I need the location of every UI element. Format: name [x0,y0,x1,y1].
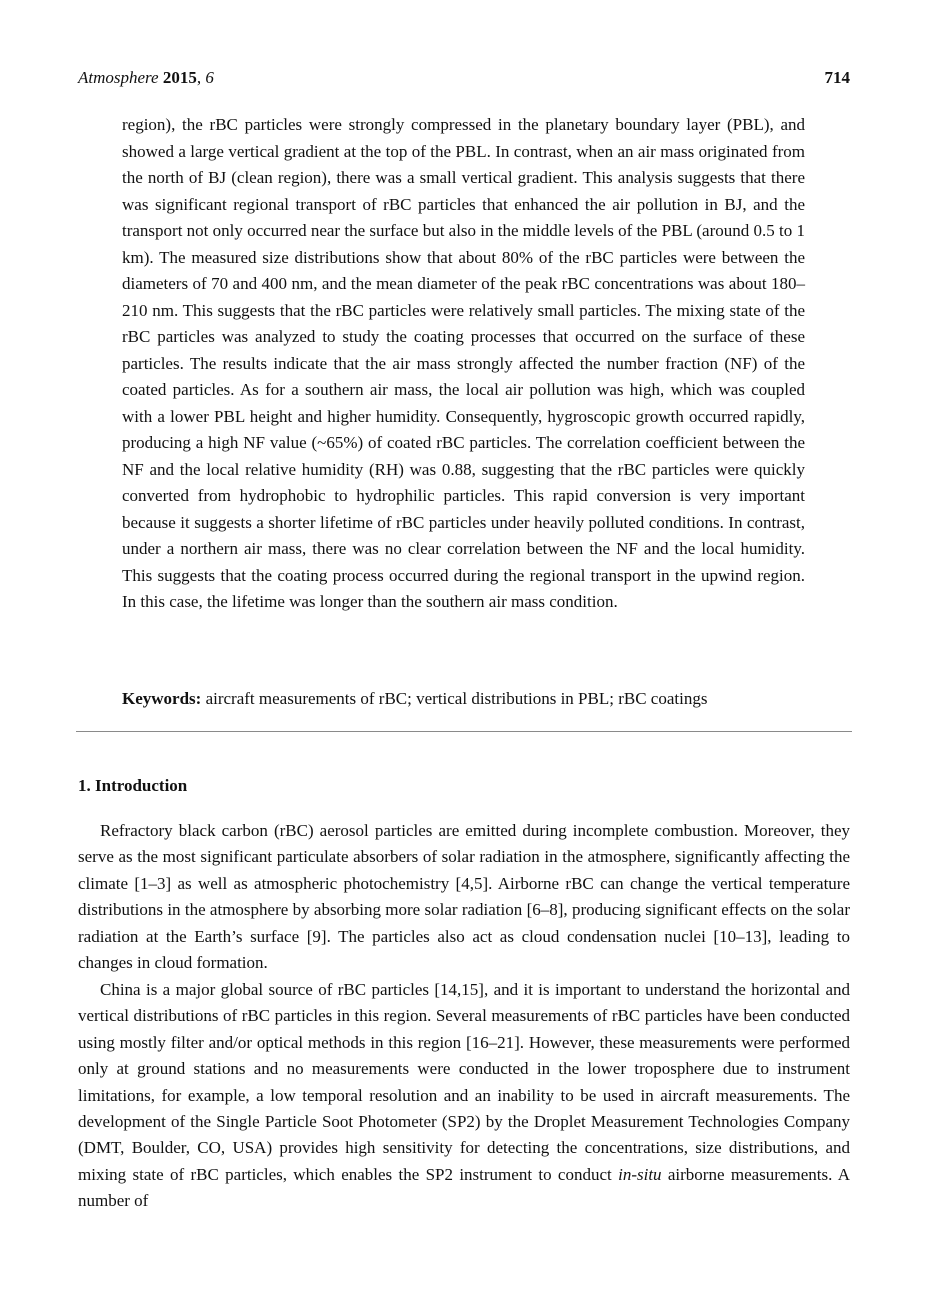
journal-name: Atmosphere [78,68,159,87]
keywords-text: aircraft measurements of rBC; vertical distributions in PBL; rBC coatings [201,689,708,708]
section-heading: 1. Introduction [78,776,188,795]
paragraph-text: China is a major global source of rBC particles [14,15], and it is important to understand the horizontal and vertical distributions of rBC particles in this region. Several measurements of rBC particles have been conducted using mostly filter and/or optical methods in this region [16–21]. However, these measurements were performed only at ground stations and no measurements were conducted in the lower troposphere due to instrument limitations, for example, a low temporal resolution and an inability to be used in aircraft measurements. The development of the Single Particle Soot Photometer (SP2) by the Droplet Measurement Technologies Company (DMT, Boulder, CO, USA) provides high sensitivity for detecting the concentrations, size distributions, and mixing state of rBC particles, which enables the SP2 instrument to conduct [78,980,850,1184]
body-paragraph: Refractory black carbon (rBC) aerosol particles are emitted during incomplete combustion. Moreover, they serve as the most significant particulate absorbers of solar radiation in the atmosphere, significantly affecting the climate [1–3] as well as atmospheric photochemistry [4,5]. Airborne rBC can change the vertical temperature distributions in the atmosphere by absorbing more solar radiation [6–8], producing significant effects on the solar radiation at the Earth’s surface [9]. The particles also act as cloud condensation nuclei [10–13], leading to changes in cloud formation. [78,821,850,973]
keywords-label: Keywords: [122,689,202,708]
running-header [78,66,850,90]
section-divider [76,731,852,732]
publication-year: 2015 [162,68,197,87]
keywords-line [122,686,822,712]
body-paragraph [78,977,850,1215]
paragraph-text: airborne measurements. A number of [78,1164,851,1211]
italic-term: in-situ [618,1164,662,1184]
header-separator: , [196,68,206,87]
abstract-paragraph: region), the rBC particles were strongly compressed in the planetary boundary layer (PBL), and showed a large vertical gradient at the top of the PBL. In contrast, when an air mass originated from the north of BJ (clean region), there was a small vertical gradient. This analysis suggests that there was significant regional transport of rBC particles that enhanced the air pollution in BJ, and the transport not only occurred near the surface but also in the middle levels of the PBL (around 0.5 to 1 km). The measured size distributions show that about 80% of the rBC particles were between the diameters of 70 and 400 nm, and the mean diameter of the peak rBC concentrations was about 180–210 nm. This suggests that the rBC particles were relatively small particles. The mixing state of the rBC particles was analyzed to study the coating processes that occurred on the surface of these particles. The results indicate that the air mass strongly affected the number fraction (NF) of the coated particles. As for a southern air mass, the local air pollution was high, which was coupled with a lower PBL height and higher humidity. Consequently, hygroscopic growth occurred rapidly, producing a high NF value (~65%) of coated rBC particles. The correlation coefficient between the NF and the local relative humidity (RH) was 0.88, suggesting that the rBC particles were quickly converted from hydrophobic to hydrophilic particles. This rapid conversion is very important because it suggests a shorter lifetime of rBC particles under heavily polluted conditions. In contrast, under a northern air mass, there was no clear correlation between the NF and the local humidity. This suggests that the coating process occurred during the regional transport in the upwind region. In this case, the lifetime was longer than the southern air mass condition. [122,115,805,611]
page-number: 714 [824,68,850,87]
journal-volume: 6 [205,68,214,87]
